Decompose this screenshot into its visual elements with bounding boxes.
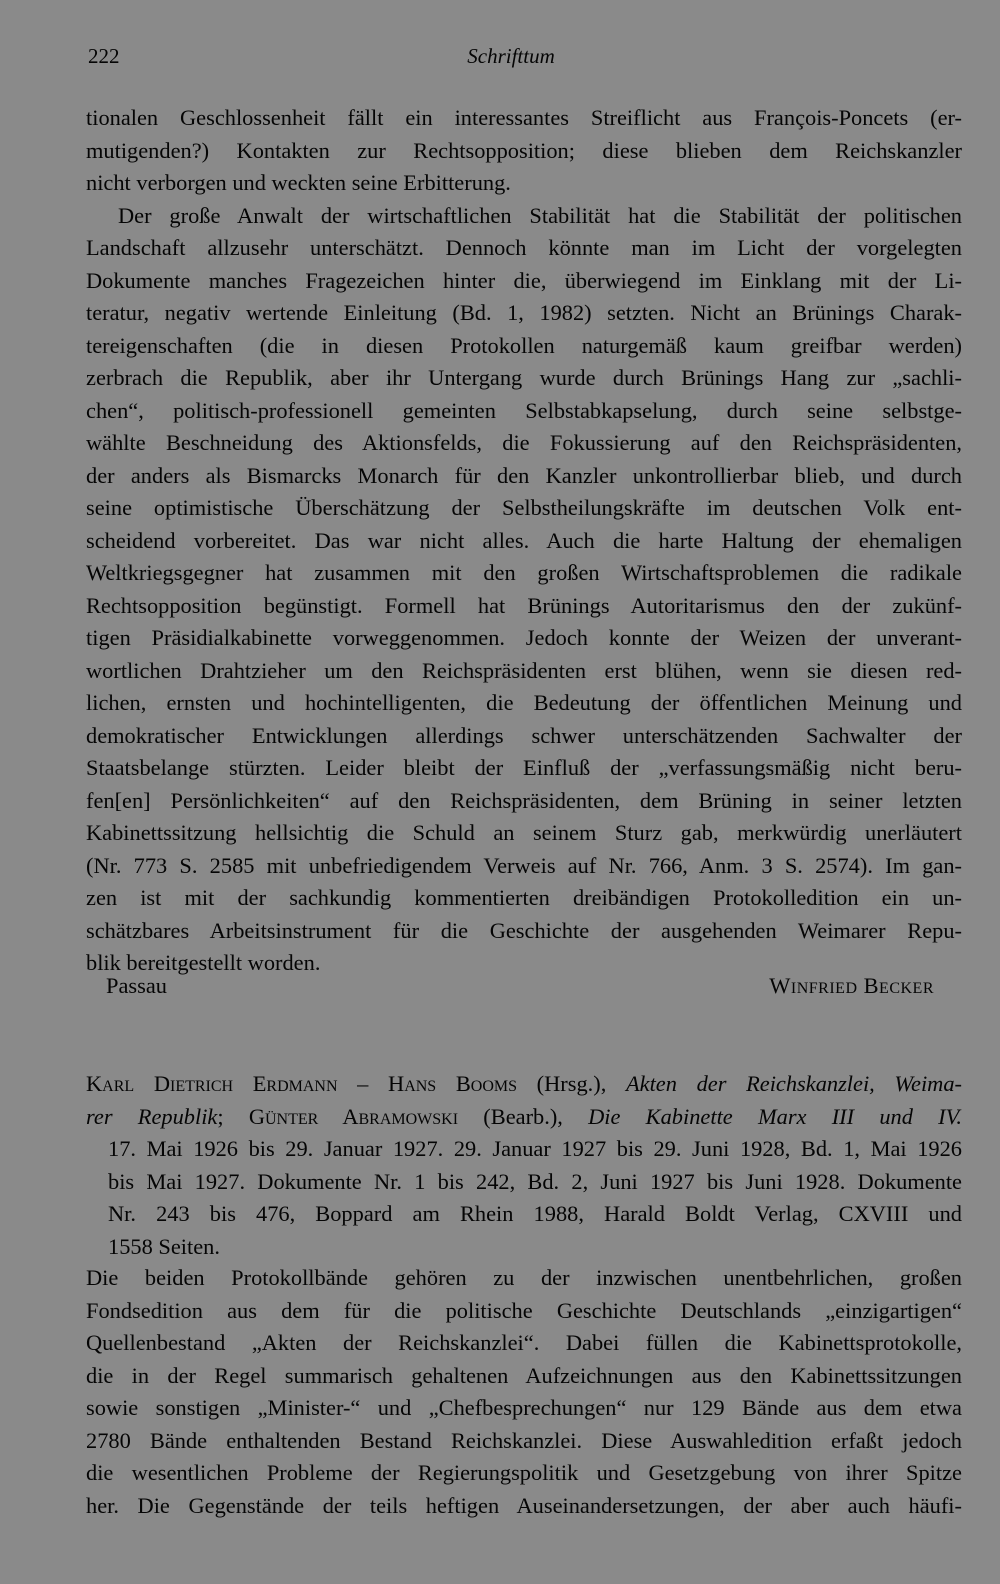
text-line: schätzbares Arbeitsinstrument für die Geschichte der ausgehenden Weimarer Repu-: [86, 917, 962, 943]
review-signature: [86, 970, 934, 1002]
text-line: Kabinettssitzung hellsichtig die Schuld an seinem Sturz gab, merkwürdig unerläutert: [86, 820, 962, 845]
text-line: her. Die Gegenstände der teils heftigen Auseinandersetzungen, der aber auch häufi-: [86, 1492, 962, 1518]
text-line: wählte Beschneidung des Aktionsfelds, die Fokussierung auf den Reichspräsidenten,: [86, 430, 962, 455]
text-line: Rechtsopposition begünstigt. Formell hat Brünings Autoritarismus den der zukünf-: [86, 592, 962, 618]
text-line: zen ist mit der sachkundig kommentierten dreibändigen Protokolledition ein un-: [86, 885, 962, 910]
text-line: nicht verborgen und weckten seine Erbitterung.: [86, 170, 511, 195]
text-line: scheidend vorbereitet. Das war nicht alles. Auch die harte Haltung der ehemaligen: [86, 527, 962, 553]
text-line: Der große Anwalt der wirtschaftlichen Stabilität hat die Stabilität der politischen: [118, 202, 962, 228]
reviewer-place: Passau: [106, 973, 167, 998]
text-line: die wesentlichen Probleme der Regierungspolitik und Gesetzgebung von ihrer Spitze: [86, 1460, 962, 1485]
text-line: tereigenschaften (die in diesen Protokollen naturgemäß kaum greifbar werden): [86, 332, 962, 358]
text-line: Dokumente manches Fragezeichen hinter die, überwiegend im Einklang mit der Li-: [86, 267, 962, 293]
text-line: demokratischer Entwicklungen allerdings schwer unterschätzenden Sachwalter der: [86, 722, 962, 748]
text-line: teratur, negativ wertende Einleitung (Bd. 1, 1982) setzten. Nicht an Brünings Charak-: [86, 300, 962, 325]
citation-line: bis Mai 1927. Dokumente Nr. 1 bis 242, Bd. 2, Juni 1927 bis Juni 1928. Dokumente: [108, 1168, 962, 1194]
text-line: wortlichen Drahtzieher um den Reichspräsidenten erst blühen, wenn sie diesen red-: [86, 657, 962, 683]
review-continuation: [86, 102, 962, 980]
text-line: tigen Präsidialkabinette vorweggenommen. Jedoch konnte der Weizen der unverant-: [86, 625, 962, 650]
text-line: sowie sonstigen „Minister-“ und „Chefbesprechungen“ nur 129 Bände aus dem etwa: [86, 1395, 962, 1420]
text-line: fen[en] Persönlichkeiten“ auf den Reichspräsidenten, dem Brüning in seiner letzten: [86, 787, 962, 813]
text-line: Weltkriegsgegner hat zusammen mit den großen Wirtschaftsproblemen die radikale: [86, 560, 962, 585]
text-line: Landschaft allzusehr unterschätzt. Dennoch könnte man im Licht der vorgelegten: [86, 235, 962, 260]
book-citation: [86, 1068, 962, 1263]
text-line: tionalen Geschlossenheit fällt ein interessantes Streiflicht aus François-Poncets (er-: [86, 105, 962, 130]
text-line: zerbrach die Republik, aber ihr Untergang wurde durch Brünings Hang zur „sachli-: [86, 365, 962, 390]
text-line: Die beiden Protokollbände gehören zu der inzwischen unentbehrlichen, großen: [86, 1265, 962, 1290]
text-line: blik bereitgestellt worden.: [86, 950, 321, 975]
text-line: chen“, politisch-professionell gemeinten Selbstabkapselung, durch seine selbstge-: [86, 397, 962, 423]
text-line: (Nr. 773 S. 2585 mit unbefriedigendem Verweis auf Nr. 766, Anm. 3 S. 2574). Im gan-: [86, 852, 962, 878]
page-number: 222: [88, 44, 120, 68]
running-title: Schrifttum: [467, 44, 555, 68]
citation-line: Karl Dietrich Erdmann – Hans Booms (Hrsg.), Akten der Reichskanzlei, Weima-: [86, 1071, 962, 1096]
reviewer-name: Winfried Becker: [769, 973, 934, 998]
text-line: 2780 Bände enthaltenden Bestand Reichskanzlei. Diese Auswahledition erfaßt jedoch: [86, 1427, 962, 1453]
text-line: Staatsbelange stürzten. Leider bleibt der Einfluß der „verfassungsmäßig nicht beru-: [86, 755, 962, 780]
text-line: Fondsedition aus dem für die politische Geschichte Deutschlands „einzigartigen“: [86, 1297, 962, 1323]
review-body: [86, 1262, 962, 1522]
text-line: mutigenden?) Kontakten zur Rechtsopposition; diese blieben dem Reichskanzler: [86, 137, 962, 163]
text-line: lichen, ernsten und hochintelligenten, die Bedeutung der öffentlichen Meinung und: [86, 690, 962, 715]
citation-line: 17. Mai 1926 bis 29. Januar 1927. 29. Januar 1927 bis 29. Juni 1928, Bd. 1, Mai 1926: [108, 1136, 962, 1161]
text-line: die in der Regel summarisch gehaltenen Aufzeichnungen aus den Kabinettssitzungen: [86, 1362, 962, 1388]
text-line: Quellenbestand „Akten der Reichskanzlei“. Dabei füllen die Kabinettsprotokolle,: [86, 1330, 962, 1355]
text-line: seine optimistische Überschätzung der Selbstheilungskräfte im deutschen Volk ent-: [86, 495, 962, 520]
text-line: der anders als Bismarcks Monarch für den Kanzler unkontrollierbar blieb, und durch: [86, 462, 962, 488]
citation-line: Nr. 243 bis 476, Boppard am Rhein 1988, Harald Boldt Verlag, CXVIII und: [108, 1201, 962, 1226]
citation-line: rer Republik; Günter Abramowski (Bearb.), Die Kabinette Marx III und IV.: [86, 1103, 962, 1129]
citation-line: 1558 Seiten.: [108, 1233, 220, 1259]
